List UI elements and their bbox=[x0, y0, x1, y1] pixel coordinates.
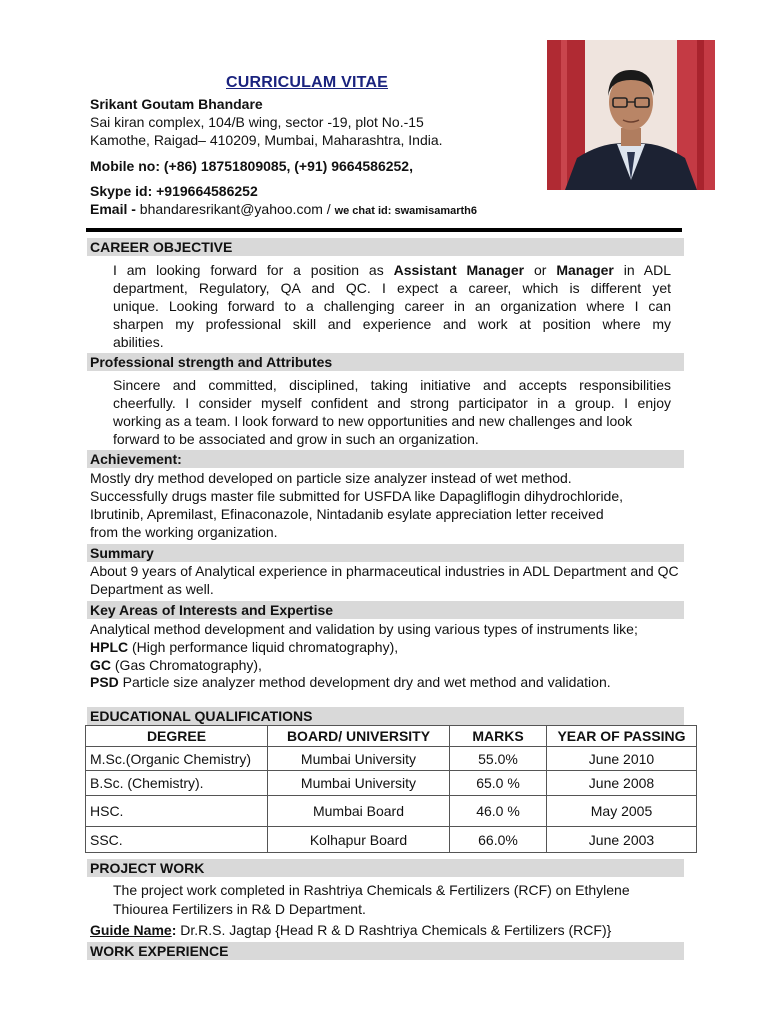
project-line-2: Thiourea Fertilizers in R& D Department. bbox=[113, 901, 366, 917]
column-degree: DEGREE bbox=[86, 726, 268, 747]
guide-label: Guide Name bbox=[90, 922, 172, 938]
career-objective-line-1-e: in ADL bbox=[613, 262, 671, 278]
section-career-objective: CAREER OBJECTIVE bbox=[87, 238, 684, 256]
page-title: CURRICULAM VITAE bbox=[226, 74, 389, 91]
cell-degree: M.Sc.(Organic Chemistry) bbox=[86, 747, 268, 771]
table-row bbox=[86, 796, 697, 827]
cell-marks: 46.0 % bbox=[450, 796, 547, 827]
column-year: YEAR OF PASSING bbox=[547, 726, 697, 747]
cell-degree: HSC. bbox=[86, 796, 268, 827]
table-row bbox=[86, 771, 697, 796]
section-education: EDUCATIONAL QUALIFICATIONS bbox=[87, 707, 684, 725]
psd-text: Particle size analyzer method development dry and wet method and validation. bbox=[118, 674, 611, 690]
education-table bbox=[85, 725, 697, 853]
interests-gc bbox=[90, 656, 262, 674]
strength-text bbox=[113, 376, 671, 448]
hplc-label: HPLC bbox=[90, 639, 129, 655]
profile-photo bbox=[547, 40, 715, 190]
table-row bbox=[86, 827, 697, 853]
gc-label: GC bbox=[90, 657, 111, 673]
email-line bbox=[90, 200, 477, 220]
mobile-number: Mobile no: (+86) 18751809085, (+91) 9664586252, bbox=[90, 158, 413, 174]
cell-degree: SSC. bbox=[86, 827, 268, 853]
achievement-line-2: Successfully drugs master file submitted for USFDA like Dapagliflogin dihydrochloride, bbox=[90, 488, 624, 504]
career-objective-line-1-a: I am looking forward for a position as bbox=[113, 262, 394, 278]
strength-line-4: forward to be associated and grow in such an organization. bbox=[113, 431, 479, 447]
gc-text: (Gas Chromatography), bbox=[111, 657, 262, 673]
section-work-experience: WORK EXPERIENCE bbox=[87, 942, 684, 960]
candidate-name: Srikant Goutam Bhandare bbox=[90, 96, 263, 112]
section-summary: Summary bbox=[87, 544, 684, 562]
interests-line-1: Analytical method development and validation by using various types of instruments like; bbox=[90, 621, 638, 637]
section-project-work: PROJECT WORK bbox=[87, 859, 684, 877]
guide-value: Dr.R.S. Jagtap {Head R & D Rashtriya Chemicals & Fertilizers (RCF)} bbox=[176, 922, 612, 938]
career-objective-line-1-d: Manager bbox=[556, 262, 614, 278]
column-marks: MARKS bbox=[450, 726, 547, 747]
cell-year: May 2005 bbox=[547, 796, 697, 827]
achievement-line-1: Mostly dry method developed on particle size analyzer instead of wet method. bbox=[90, 470, 572, 486]
hplc-text: (High performance liquid chromatography), bbox=[128, 639, 399, 655]
guide-line bbox=[90, 921, 611, 939]
interests-psd bbox=[90, 673, 611, 691]
career-objective-line-4: sharpen my professional skill and experience and work at position where my bbox=[113, 316, 671, 332]
email-value: bhandaresrikant@yahoo.com / bbox=[135, 201, 335, 217]
section-achievement: Achievement: bbox=[87, 450, 684, 468]
career-objective-line-1-b: Assistant Manager bbox=[393, 262, 525, 278]
career-objective-line-3: unique. Looking forward to a challenging career in an organization where I can bbox=[113, 298, 671, 314]
cell-year: June 2010 bbox=[547, 747, 697, 771]
cell-board: Mumbai University bbox=[268, 747, 450, 771]
psd-label: PSD bbox=[90, 674, 119, 690]
education-header-row bbox=[86, 726, 697, 747]
strength-line-1: Sincere and committed, disciplined, taking initiative and accepts responsibilities bbox=[113, 377, 671, 393]
achievement-line-4: from the working organization. bbox=[90, 524, 278, 540]
strength-line-3: working as a team. I look forward to new opportunities and new challenges and look bbox=[113, 413, 633, 429]
address-line-1: Sai kiran complex, 104/B wing, sector -19, plot No.-15 bbox=[90, 114, 424, 130]
guide-colon: : bbox=[171, 922, 177, 938]
cell-board: Mumbai Board bbox=[268, 796, 450, 827]
column-board: BOARD/ UNIVERSITY bbox=[268, 726, 450, 747]
summary-line-2: Department as well. bbox=[90, 581, 214, 597]
cell-degree: B.Sc. (Chemistry). bbox=[86, 771, 268, 796]
cell-marks: 55.0% bbox=[450, 747, 547, 771]
cell-year: June 2003 bbox=[547, 827, 697, 853]
cell-board: Kolhapur Board bbox=[268, 827, 450, 853]
career-objective-line-2: department, Regulatory, QA and QC. I expect a career, which is different yet bbox=[113, 280, 671, 296]
career-objective-line-5: abilities. bbox=[113, 334, 164, 350]
skype-id: Skype id: +919664586252 bbox=[90, 183, 258, 199]
summary-line-1: About 9 years of Analytical experience in pharmaceutical industries in ADL Department and QC bbox=[90, 563, 679, 579]
career-objective-line-1-c: or bbox=[524, 262, 557, 278]
cell-board: Mumbai University bbox=[268, 771, 450, 796]
header-divider bbox=[86, 228, 682, 232]
address-line-2: Kamothe, Raigad– 410209, Mumbai, Maharashtra, India. bbox=[90, 132, 443, 148]
section-professional-strength: Professional strength and Attributes bbox=[87, 353, 684, 371]
wechat-id: we chat id: swamisamarth6 bbox=[334, 205, 478, 217]
strength-line-2: cheerfully. I consider myself confident and strong participator in a group. I enjoy bbox=[113, 395, 671, 411]
achievement-line-3: Ibrutinib, Apremilast, Efinaconazole, Nintadanib esylate appreciation letter received bbox=[90, 506, 604, 522]
project-line-1: The project work completed in Rashtriya Chemicals & Fertilizers (RCF) on Ethylene bbox=[113, 882, 630, 898]
cell-marks: 65.0 % bbox=[450, 771, 547, 796]
interests-hplc bbox=[90, 638, 398, 656]
table-row bbox=[86, 747, 697, 771]
cell-year: June 2008 bbox=[547, 771, 697, 796]
career-objective-text bbox=[113, 261, 671, 351]
cell-marks: 66.0% bbox=[450, 827, 547, 853]
email-label: Email - bbox=[90, 201, 136, 217]
section-key-areas: Key Areas of Interests and Expertise bbox=[87, 601, 684, 619]
